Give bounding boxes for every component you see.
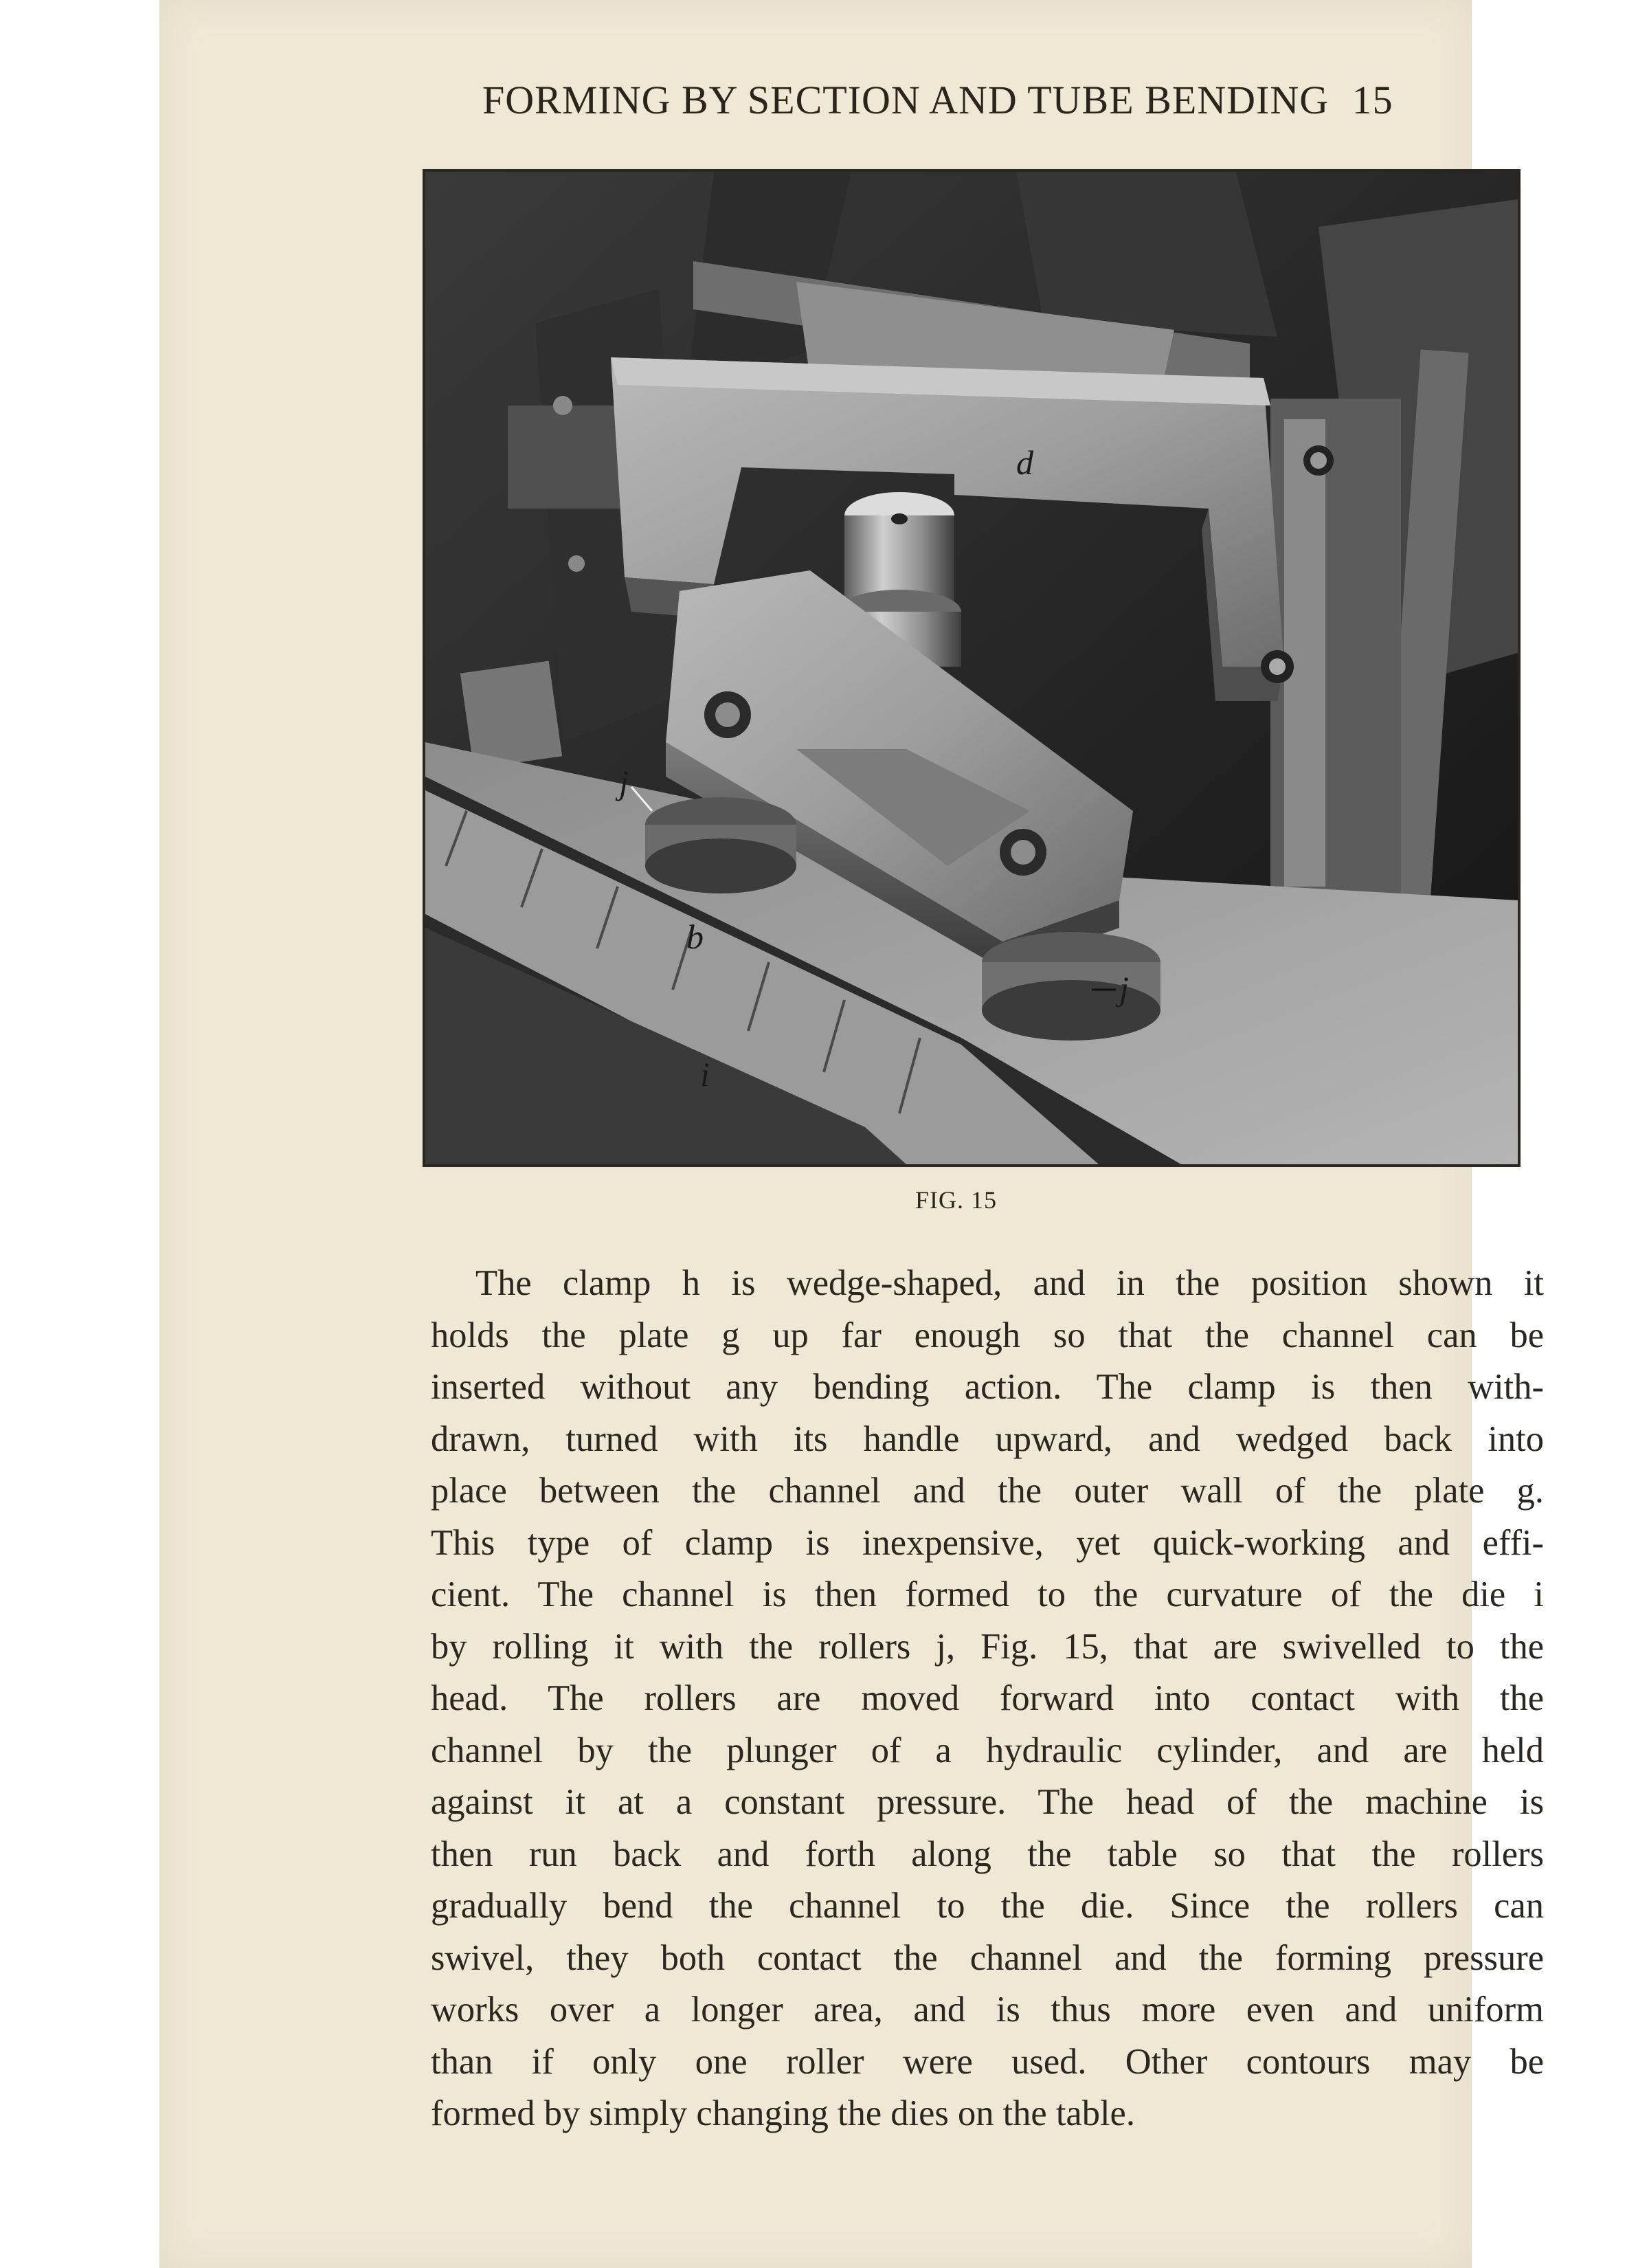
- text-line: gradually bend the channel to the die. Since the rollers can: [431, 1886, 1544, 1926]
- text-line: head. The rollers are moved forward into contact with the: [431, 1678, 1544, 1718]
- text-line: The clamp h is wedge-shaped, and in the position shown it: [475, 1263, 1544, 1303]
- label-j-left: j: [619, 763, 629, 801]
- text-line: channel by the plunger of a hydraulic cylinder, and are held: [431, 1730, 1544, 1770]
- figure-caption: FIG. 15: [915, 1186, 998, 1214]
- body-paragraph: [431, 1258, 1544, 2140]
- label-b: b: [686, 918, 704, 956]
- running-head: [482, 77, 1534, 123]
- text-line: swivel, they both contact the channel and the forming pressure: [431, 1937, 1544, 1978]
- text-line: This type of clamp is inexpensive, yet quick-working and effi-: [431, 1522, 1544, 1563]
- text-line: against it at a constant pressure. The head of the machine is: [431, 1782, 1544, 1822]
- label-j-right: j: [1119, 969, 1129, 1008]
- book-page: [159, 0, 1544, 2268]
- page-number: 15: [1351, 78, 1393, 122]
- text-line: holds the plate g up far enough so that the channel can be: [431, 1315, 1544, 1355]
- label-i: i: [700, 1055, 710, 1093]
- machine-photo: [425, 172, 1518, 1164]
- text-line: place between the channel and the outer wall of the plate g.: [431, 1471, 1544, 1511]
- figure-photograph: [423, 169, 1521, 1167]
- text-line: inserted without any bending action. The clamp is then with-: [431, 1367, 1544, 1407]
- running-head-title: FORMING BY SECTION AND TUBE BENDING: [482, 78, 1330, 122]
- text-line: works over a longer area, and is thus more even and uniform: [431, 1990, 1544, 2030]
- text-line: than if only one roller were used. Other contours may be: [431, 2041, 1544, 2082]
- text-line: drawn, turned with its handle upward, and wedged back into: [431, 1419, 1544, 1459]
- text-line: cient. The channel is then formed to the curvature of the die i: [431, 1575, 1544, 1614]
- text-line: by rolling it with the rollers j, Fig. 15, that are swivelled to the: [431, 1626, 1544, 1667]
- text-line: then run back and forth along the table so that the rollers: [431, 1834, 1544, 1874]
- text-line: formed by simply changing the dies on the table.: [431, 2093, 1135, 2133]
- label-d: d: [1016, 443, 1033, 482]
